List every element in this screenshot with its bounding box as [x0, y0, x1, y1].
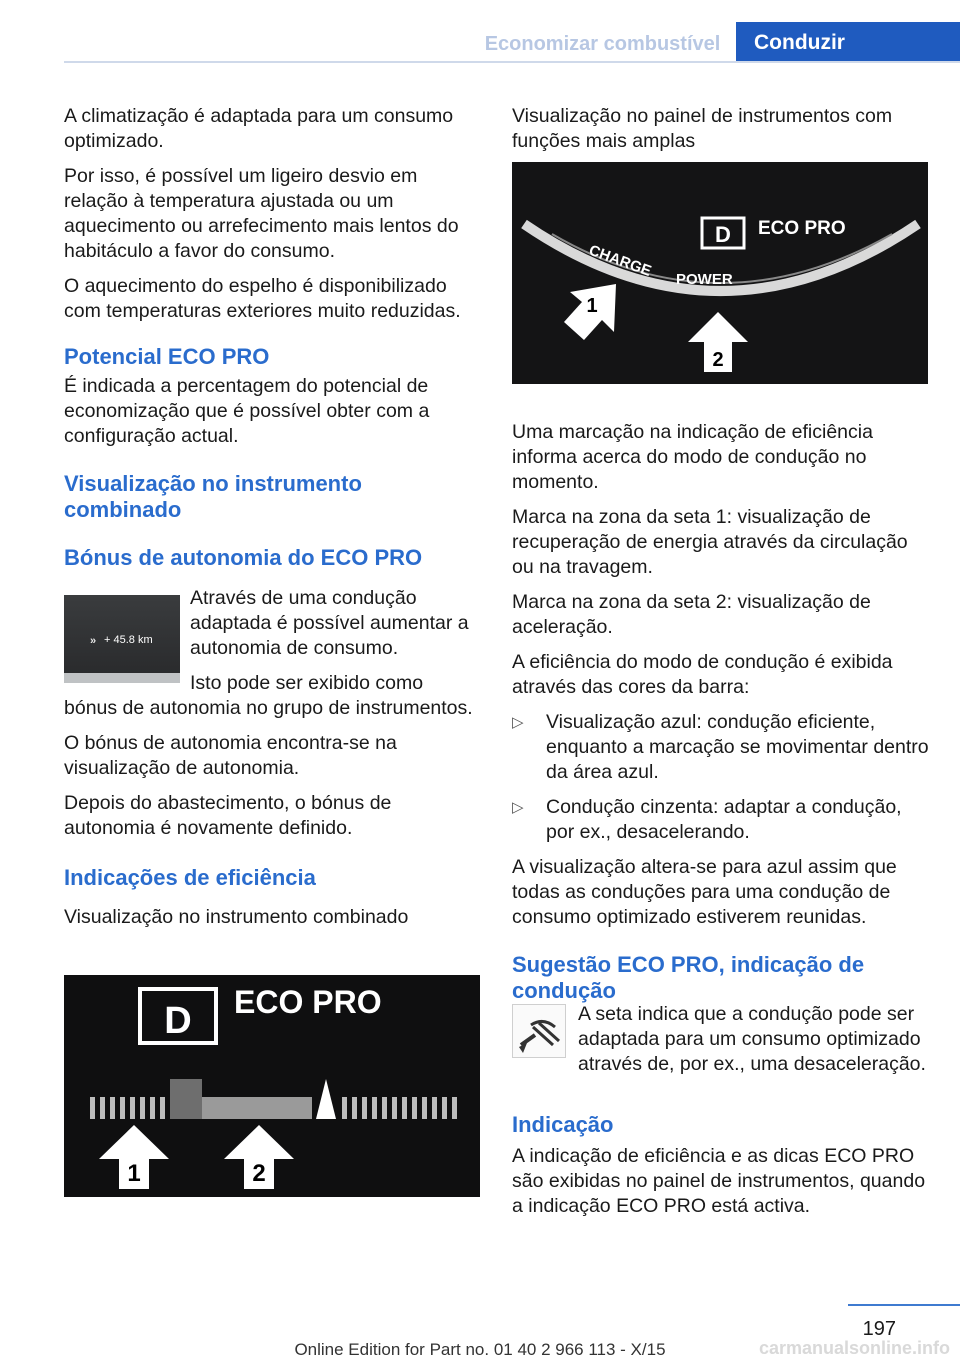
right-column-top [512, 104, 928, 164]
efficiency-display-image [64, 975, 480, 1197]
svg-text:1: 1 [127, 1160, 141, 1187]
paragraph: A eficiência do modo de condução é exibida através das cores da barra: [512, 651, 893, 698]
power-label: POWER [676, 271, 733, 288]
paragraph: Visualização no painel de instrumentos com funções mais amplas [512, 105, 893, 152]
footer-divider [848, 1304, 960, 1306]
efficiency-display-svg [64, 975, 480, 1197]
extended-display-image [512, 162, 928, 384]
right-column [512, 420, 930, 1010]
triangle-bullet-icon: ▷ [512, 799, 524, 816]
charge-label: CHARGE [586, 241, 654, 280]
arrow-2-icon [688, 312, 748, 372]
bonus-text-cont [64, 671, 480, 940]
arrow-2-icon [224, 1125, 294, 1189]
sugestao-text [578, 1002, 930, 1087]
bonus-text [190, 586, 482, 671]
heading-indicacoes: Indicações de eficiência [64, 865, 316, 890]
heading-sugestao: Sugestão ECO PRO, indicação de condução [512, 952, 865, 1003]
gear-label: D [715, 222, 731, 247]
triangle-bullet-icon: ▷ [512, 714, 524, 731]
arrow-1-icon [564, 284, 616, 340]
paragraph: Depois do abastecimento, o bónus de autonomia é novamente definido. [64, 792, 392, 839]
range-bonus-image [64, 595, 180, 683]
list-item: ▷ Condução cinzenta: adaptar a condução, por ex., desacelerando. [512, 796, 902, 843]
mode-label: ECO PRO [758, 218, 846, 239]
gear-label: D [164, 1000, 192, 1042]
paragraph: Por isso, é possível um ligeiro desvio em relação à temperatura ajustada ou um aquecimento ou arrefecimento mais lentos do habitáculo a favor do consumo. [64, 165, 459, 262]
svg-text:2: 2 [712, 349, 724, 371]
header-section-title: Economizar combustível [484, 33, 721, 55]
page-number: 197 [862, 1318, 896, 1340]
indicacao-section [512, 1112, 930, 1229]
watermark: carmanualsonline.info [758, 1338, 950, 1358]
list-item: ▷ Visualização azul: condução eficiente, enquanto a marcação se movimentar dentro da área azul. [512, 711, 929, 783]
range-bonus-value: + 45.8 km [104, 634, 153, 646]
paragraph: A visualização altera-se para azul assim que todas as conduções para uma condução de consumo optimizado estiverem reunidas. [512, 856, 897, 928]
footer-edition: Online Edition for Part no. 01 40 2 966 113 - X/15 [294, 1340, 666, 1359]
heading-bonus: Bónus de autonomia do ECO PRO [64, 545, 423, 570]
paragraph: Marca na zona da seta 1: visualização de recuperação de energia através da circulação ou na travagem. [512, 506, 908, 578]
svg-text:2: 2 [252, 1160, 266, 1187]
drive-hint-image [512, 1004, 566, 1058]
paragraph: Visualização no instrumento combinado [64, 906, 409, 928]
paragraph: Isto pode ser exibido como bónus de autonomia no grupo de instrumentos. [64, 672, 473, 719]
paragraph: A climatização é adaptada para um consumo optimizado. [64, 105, 454, 152]
paragraph: O aquecimento do espelho é disponibilizado com temperaturas exteriores muito reduzidas. [64, 275, 461, 322]
arrow-1-icon [99, 1125, 169, 1189]
header-chapter-tab: Conduzir [736, 22, 960, 62]
left-column [64, 104, 480, 579]
paragraph: O bónus de autonomia encontra-se na visualização de autonomia. [64, 732, 397, 779]
range-arrow-icon: » [90, 635, 97, 647]
foot-pedal-icon [513, 1005, 567, 1059]
extended-display-svg [512, 162, 928, 384]
paragraph: Através de uma condução adaptada é possível aumentar a autonomia de consumo. [190, 587, 469, 659]
heading-indicacao: Indicação [512, 1112, 614, 1137]
header-divider [64, 61, 960, 63]
svg-text:1: 1 [586, 295, 598, 317]
paragraph: Marca na zona da seta 2: visualização de aceleração. [512, 591, 871, 638]
mode-label: ECO PRO [234, 984, 382, 1020]
paragraph: A indicação de eficiência e as dicas ECO PRO são exibidas no painel de instrumentos, quando a indicação ECO PRO está activa. [512, 1145, 926, 1217]
paragraph: É indicada a percentagem do potencial de economização que é possível obter com a configuração actual. [64, 375, 430, 447]
heading-visualizacao: Visualização no instrumento combinado [64, 471, 362, 522]
paragraph: A seta indica que a condução pode ser adaptada para um consumo optimizado através de, por ex., uma desaceleração. [578, 1003, 926, 1075]
heading-potencial: Potencial ECO PRO [64, 344, 270, 369]
color-bullet-list [512, 710, 930, 845]
paragraph: Uma marcação na indicação de eficiência informa acerca do modo de condução no momento. [512, 421, 873, 493]
